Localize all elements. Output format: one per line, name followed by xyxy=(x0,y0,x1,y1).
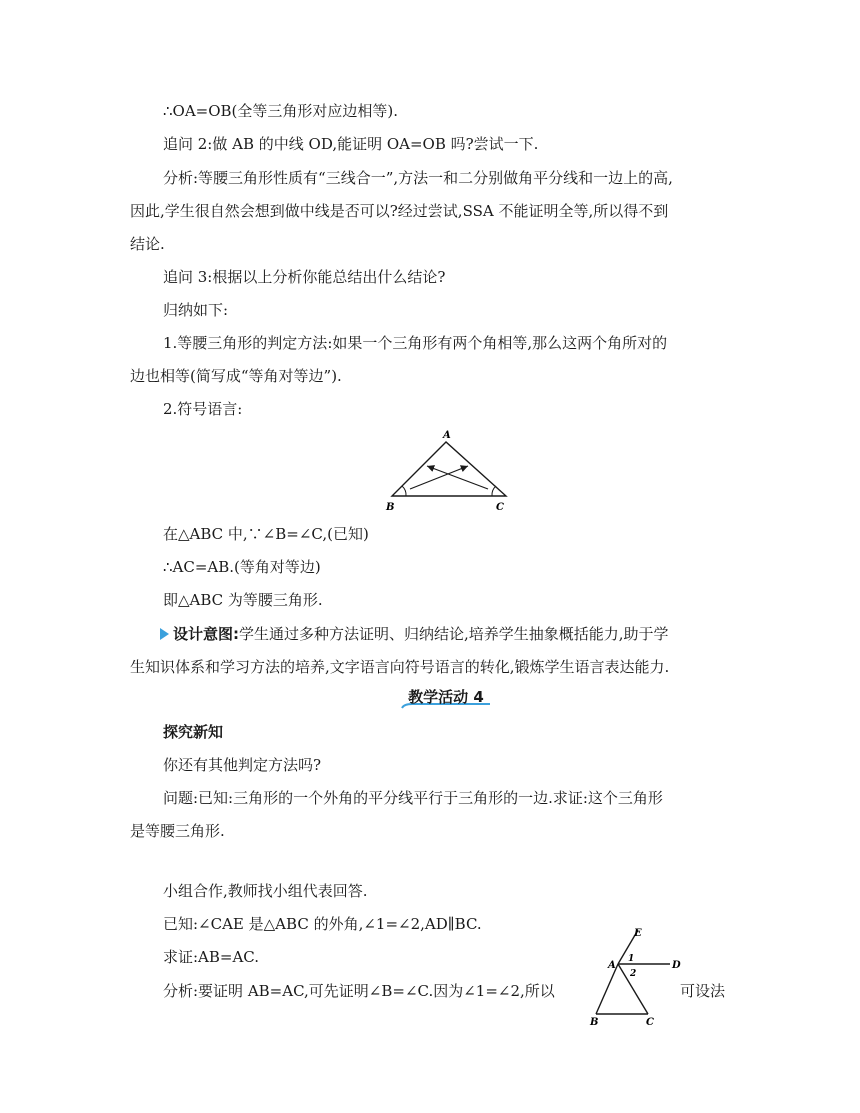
text-line: 求证:AB=AC. xyxy=(163,948,260,966)
triangle-figure xyxy=(384,428,514,514)
point-label-b: B xyxy=(590,1017,599,1028)
text-line: 追问 3:根据以上分析你能总结出什么结论? xyxy=(163,268,446,286)
angle-label-2: 2 xyxy=(630,969,637,979)
text-line: 即△ABC 为等腰三角形. xyxy=(163,591,323,609)
vertex-label-b: B xyxy=(386,502,395,513)
text-line: 已知:∠CAE 是△ABC 的外角,∠1=∠2,AD∥BC. xyxy=(163,915,482,933)
vertex-label-a: A xyxy=(443,430,451,441)
exterior-angle-figure xyxy=(584,922,684,1028)
text-line: 生知识体系和学习方法的培养,文字语言向符号语言的转化,锻炼学生语言表达能力. xyxy=(130,658,670,676)
text-line: 可设法 xyxy=(680,982,726,1000)
triangle-marker-icon xyxy=(160,628,169,640)
design-intent-text: 学生通过多种方法证明、归纳结论,培养学生抽象概括能力,助于学 xyxy=(239,625,669,643)
section-header-text: 教学活动 4 xyxy=(408,688,484,706)
text-line: ∴AC=AB.(等角对等边) xyxy=(163,558,321,576)
text-line: 2.符号语言: xyxy=(163,400,243,418)
text-line: 因此,学生很自然会想到做中线是否可以?经过尝试,SSA 不能证明全等,所以得不到 xyxy=(130,202,669,220)
section-header xyxy=(400,684,492,712)
text-line: 分析:要证明 AB=AC,可先证明∠B=∠C.因为∠1=∠2,所以 xyxy=(163,982,555,1000)
text-line: 1.等腰三角形的判定方法:如果一个三角形有两个角相等,那么这两个角所对的 xyxy=(163,334,668,352)
text-line: 结论. xyxy=(130,235,165,253)
text-line: 分析:等腰三角形性质有“三线合一”,方法一和二分别做角平分线和一边上的高, xyxy=(163,169,673,187)
text-line: 归纳如下: xyxy=(163,301,229,319)
text-line: 追问 2:做 AB 的中线 OD,能证明 OA=OB 吗?尝试一下. xyxy=(163,135,539,153)
point-label-e: E xyxy=(634,928,642,939)
text-line: 小组合作,教师找小组代表回答. xyxy=(163,882,368,900)
text-line: 在△ABC 中,∵∠B=∠C,(已知) xyxy=(163,525,369,543)
point-label-c: C xyxy=(646,1017,654,1028)
design-intent xyxy=(160,623,669,645)
section-subtitle: 探究新知 xyxy=(163,723,224,741)
text-line: 你还有其他判定方法吗? xyxy=(163,756,322,774)
text-line: 边也相等(简写成“等角对等边”). xyxy=(130,367,342,385)
angle-label-1: 1 xyxy=(628,954,635,964)
text-line: 是等腰三角形. xyxy=(130,822,225,840)
point-label-a: A xyxy=(608,960,616,971)
text-line: ∴OA=OB(全等三角形对应边相等). xyxy=(163,102,399,120)
design-intent-label: 设计意图: xyxy=(173,625,239,643)
vertex-label-c: C xyxy=(496,502,504,513)
point-label-d: D xyxy=(672,960,681,971)
text-line: 问题:已知:三角形的一个外角的平分线平行于三角形的一边.求证:这个三角形 xyxy=(163,789,663,807)
